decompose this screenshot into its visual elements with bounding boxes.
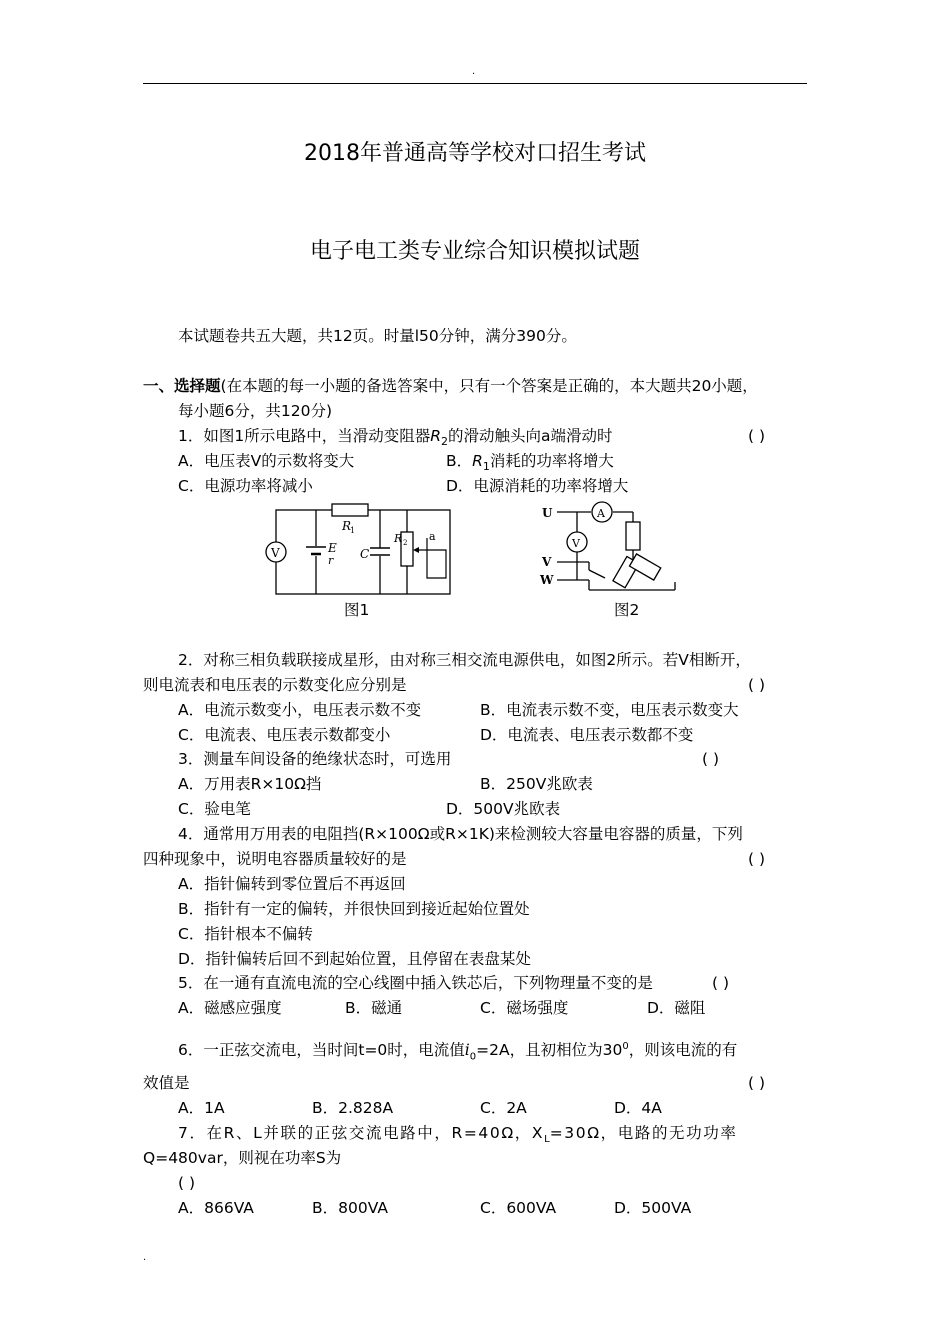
q1-sub: 2 xyxy=(441,435,449,449)
q4-option-a: A．指针偏转到零位置后不再返回 xyxy=(178,875,406,893)
q4-option-c: C．指针根本不偏转 xyxy=(178,925,313,943)
q2-option-b: B．电流表示数不变，电压表示数变大 xyxy=(480,701,739,719)
header-rule xyxy=(143,83,807,84)
q1-b-pre: B． xyxy=(446,452,473,470)
q5-option-b: B．磁通 xyxy=(345,999,403,1017)
fig1-r1-label: R xyxy=(342,519,352,533)
q6-stem-a: 6．一正弦交流电，当时间t=0时，电流值 xyxy=(178,1041,465,1060)
q1-answer-paren: ( ) xyxy=(748,427,766,445)
q1-option-a: A．电压表V的示数将变大 xyxy=(178,452,355,470)
q5-answer-paren: ( ) xyxy=(712,974,730,992)
q6-stem-b: =2A，且初相位为30 xyxy=(476,1041,623,1060)
q7-option-b: B．800VA xyxy=(312,1199,388,1217)
q4-stem-1: 4．通常用万用表的电阻挡(R×100Ω或R×1K)来检测较大容量电容器的质量，下列 xyxy=(178,825,743,843)
q1-b-post: 消耗的功率将增大 xyxy=(489,452,614,470)
fig1-a-label: a xyxy=(429,530,436,543)
fig2-v-label: V xyxy=(542,555,552,569)
q3-stem: 3．测量车间设备的绝缘状态时，可选用 xyxy=(178,750,452,768)
q6-stem xyxy=(178,1037,737,1067)
q2-option-a: A．电流示数变小，电压表示数不变 xyxy=(178,701,422,719)
exam-subtitle: 电子电工类专业综合知识模拟试题 xyxy=(309,239,640,264)
q6-option-c: C．2A xyxy=(480,1099,527,1117)
fig1-r2-sub: 2 xyxy=(403,539,408,547)
fig1-r2-label: R xyxy=(394,532,403,545)
q1-option-d: D．电源消耗的功率将增大 xyxy=(446,477,629,495)
section1-label: 选择题 xyxy=(174,377,221,395)
q1-stem xyxy=(178,426,613,452)
fig1-c-label: C xyxy=(360,547,370,561)
q4-option-d: D．指针偏转后回不到起始位置，且停留在表盘某处 xyxy=(178,950,531,968)
footer-mark: . xyxy=(143,1252,147,1263)
q1-stem-a: 1．如图1所示电路中，当滑动变阻器 xyxy=(178,427,431,445)
fig1-r-label: r xyxy=(328,554,334,567)
q7-option-c: C．600VA xyxy=(480,1199,557,1217)
fig1-r2 xyxy=(401,532,413,566)
fig2-w-label: W xyxy=(540,573,554,587)
fig2-load-u xyxy=(626,522,640,550)
q5-option-a: A．磁感应强度 xyxy=(178,999,282,1017)
header-mark: . xyxy=(472,66,476,77)
fig2-a-label: A xyxy=(597,507,605,520)
q2-stem-2: 则电流表和电压表的示数变化应分别是 xyxy=(143,676,407,694)
q7-sub: L xyxy=(544,1134,550,1146)
fig1-r1 xyxy=(332,504,368,516)
q6-answer-paren: ( ) xyxy=(748,1074,766,1092)
intro-text: 本试题卷共五大题，共12页。时量l50分钟，满分390分。 xyxy=(178,327,577,345)
q3-answer-paren: ( ) xyxy=(702,750,720,768)
q3-option-b: B．250V兆欧表 xyxy=(480,775,593,793)
fig2-vm-label: V xyxy=(572,537,580,550)
q5-option-d: D．磁阻 xyxy=(647,999,706,1017)
q3-option-c: C．验电笔 xyxy=(178,800,251,818)
figure1-circuit xyxy=(262,502,462,600)
q1-option-b xyxy=(446,451,614,477)
q6-sub: 0 xyxy=(469,1051,477,1063)
section1-header xyxy=(143,376,758,396)
fig1-v-label: V xyxy=(271,546,280,560)
section1-desc-2: 每小题6分，共120分) xyxy=(178,402,332,420)
fig2-u-label: U xyxy=(542,506,553,520)
q2-answer-paren: ( ) xyxy=(748,676,766,694)
q5-stem: 5．在一通有直流电流的空心线圈中插入铁芯后，下列物理量不变的是 xyxy=(178,974,653,992)
q6-option-a: A．1A xyxy=(178,1099,225,1117)
q3-option-a: A．万用表R×10Ω挡 xyxy=(178,775,322,793)
q6-stem-c: ，则该电流的有 xyxy=(628,1041,738,1060)
q6-stem-2: 效值是 xyxy=(143,1074,190,1092)
q3-option-d: D．500V兆欧表 xyxy=(446,800,561,818)
q6-sup: 0 xyxy=(622,1041,629,1052)
fig1-r1-sub: 1 xyxy=(350,526,356,535)
q7-answer-paren: ( ) xyxy=(178,1174,196,1192)
q7-option-a: A．866VA xyxy=(178,1199,254,1217)
q1-b-var: R xyxy=(472,452,483,470)
figure2-circuit xyxy=(537,498,687,600)
q6-var-i: i xyxy=(464,1041,470,1060)
section1-num: 一、 xyxy=(143,377,175,395)
q6-option-b: B．2.828A xyxy=(312,1099,394,1117)
fig1-e-label: E xyxy=(328,541,337,555)
exam-title: 2018年普通高等学校对口招生考试 xyxy=(304,141,646,166)
q4-stem-2: 四种现象中，说明电容器质量较好的是 xyxy=(143,850,407,868)
q2-option-d: D．电流表、电压表示数都不变 xyxy=(480,726,694,744)
q2-stem-1: 2．对称三相负载联接成星形，由对称三相交流电源供电，如图2所示。若V相断开， xyxy=(178,651,751,669)
q7-stem-a: 7．在R、L并联的正弦交流电路中，R=40Ω，X xyxy=(178,1124,545,1142)
fig2-load-v xyxy=(630,554,661,580)
q1-option-c: C．电源功率将减小 xyxy=(178,477,313,495)
q4-option-b: B．指针有一定的偏转，并很快回到接近起始位置处 xyxy=(178,900,530,918)
section1-desc: (在本题的每一小题的备选答案中，只有一个答案是正确的，本大题共20小题， xyxy=(220,377,758,395)
q7-option-d: D．500VA xyxy=(614,1199,692,1217)
q6-option-d: D．4A xyxy=(614,1099,662,1117)
q1-b-sub: 1 xyxy=(482,460,490,474)
q4-answer-paren: ( ) xyxy=(748,850,766,868)
q1-var-r: R xyxy=(430,427,442,445)
q7-stem-2: Q=480var，则视在功率S为 xyxy=(143,1149,342,1167)
figure2-caption: 图2 xyxy=(614,601,640,619)
q7-stem xyxy=(178,1123,737,1150)
q2-option-c: C．电流表、电压表示数都变小 xyxy=(178,726,391,744)
q5-option-c: C．磁场强度 xyxy=(480,999,569,1017)
q1-stem-b: 的滑动触头向a端滑动时 xyxy=(448,427,613,445)
q7-stem-b: =30Ω，电路的无功功率 xyxy=(549,1124,738,1142)
figure1-caption: 图1 xyxy=(344,601,370,619)
